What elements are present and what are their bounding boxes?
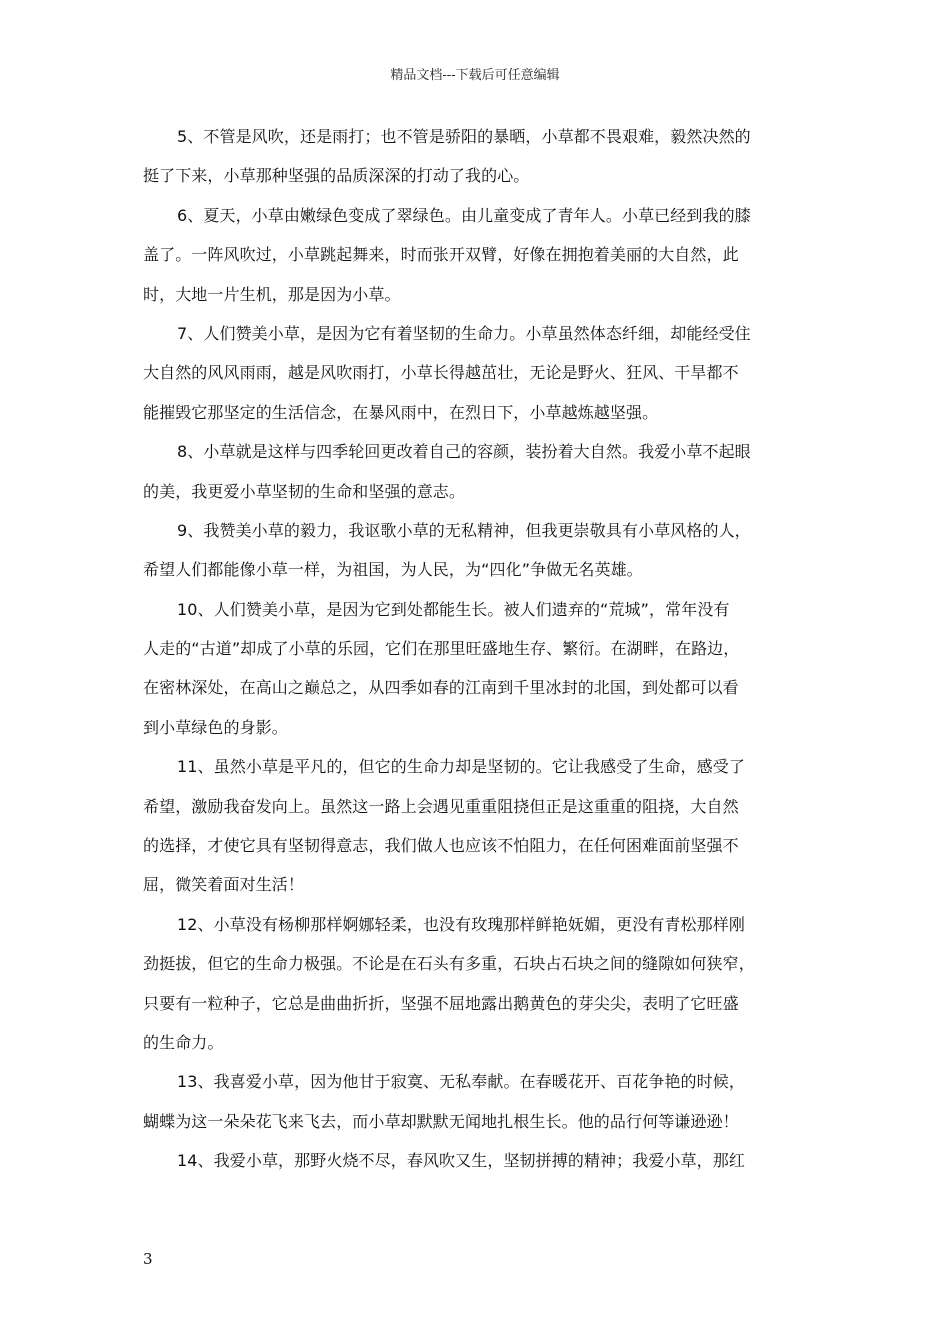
paragraph-line: 的生命力。 xyxy=(143,1032,224,1052)
paragraph xyxy=(143,594,808,752)
paragraph xyxy=(143,751,808,909)
paragraph-line: 7、人们赞美小草，是因为它有着坚韧的生命力。小草虽然体态纤细，却能经受住 xyxy=(177,323,751,343)
paragraph xyxy=(143,318,808,436)
paragraph-line: 屈，微笑着面对生活！ xyxy=(143,875,305,895)
paragraph-line: 人走的“古道”却成了小草的乐园，它们在那里旺盛地生存、繁衍。在湖畔，在路边， xyxy=(143,639,740,659)
paragraph-line: 大自然的风风雨雨，越是风吹雨打，小草长得越茁壮，无论是野火、狂风、干旱都不 xyxy=(143,363,739,383)
paragraph-line: 8、小草就是这样与四季轮回更改着自己的容颜，装扮着大自然。我爱小草不起眼 xyxy=(177,442,751,462)
paragraph-line: 的选择，才使它具有坚韧得意志，我们做人也应该不怕阻力，在任何困难面前坚强不 xyxy=(143,836,739,856)
paragraph xyxy=(143,200,808,318)
paragraph-line: 挺了下来，小草那种坚强的品质深深的打动了我的心。 xyxy=(143,166,530,186)
paragraph-line: 希望人们都能像小草一样，为祖国，为人民，为“四化”争做无名英雄。 xyxy=(143,560,643,580)
document-body xyxy=(143,121,808,1185)
paragraph-line: 11、虽然小草是平凡的，但它的生命力却是坚韧的。它让我感受了生命，感受了 xyxy=(177,757,745,777)
paragraph-line: 10、人们赞美小草，是因为它到处都能生长。被人们遗弃的“荒城”，常年没有 xyxy=(177,599,730,619)
paragraph-line: 9、我赞美小草的毅力，我讴歌小草的无私精神，但我更崇敬具有小草风格的人， xyxy=(177,520,751,540)
paragraph-line: 在密林深处，在高山之巅总之，从四季如春的江南到千里冰封的北国，到处都可以看 xyxy=(143,678,739,698)
paragraph-line: 12、小草没有杨柳那样婀娜轻柔，也没有玫瑰那样鲜艳妩媚，更没有青松那样刚 xyxy=(177,914,745,934)
paragraph xyxy=(143,436,808,515)
paragraph xyxy=(143,1145,808,1184)
paragraph-line: 盖了。一阵风吹过，小草跳起舞来，时而张开双臂，好像在拥抱着美丽的大自然，此 xyxy=(143,245,739,265)
paragraph-line: 希望，激励我奋发向上。虽然这一路上会遇见重重阻挠但正是这重重的阻挠，大自然 xyxy=(143,796,739,816)
paragraph-line: 只要有一粒种子，它总是曲曲折折，坚强不屈地露出鹅黄色的芽尖尖，表明了它旺盛 xyxy=(143,993,739,1013)
paragraph xyxy=(143,515,808,594)
paragraph xyxy=(143,1066,808,1145)
page-number: 3 xyxy=(143,1250,153,1268)
paragraph xyxy=(143,121,808,200)
paragraph-line: 能摧毁它那坚定的生活信念，在暴风雨中，在烈日下，小草越炼越坚强。 xyxy=(143,402,659,422)
page-header: 精品文档---下载后可任意编辑 xyxy=(390,68,560,83)
paragraph xyxy=(143,909,808,1067)
paragraph-line: 14、我爱小草，那野火烧不尽，春风吹又生，坚韧拼搏的精神；我爱小草，那红 xyxy=(177,1151,745,1171)
paragraph-line: 6、夏天，小草由嫩绿色变成了翠绿色。由儿童变成了青年人。小草已经到我的膝 xyxy=(177,205,751,225)
paragraph-line: 的美，我更爱小草坚韧的生命和坚强的意志。 xyxy=(143,481,466,501)
paragraph-line: 到小草绿色的身影。 xyxy=(143,717,288,737)
paragraph-line: 劲挺拔，但它的生命力极强。不论是在石头有多重，石块占石块之间的缝隙如何狭窄， xyxy=(143,954,755,974)
paragraph-line: 13、我喜爱小草，因为他甘于寂寞、无私奉献。在春暖花开、百花争艳的时候， xyxy=(177,1072,745,1092)
paragraph-line: 时，大地一片生机，那是因为小草。 xyxy=(143,284,401,304)
paragraph-line: 蝴蝶为这一朵朵花飞来飞去，而小草却默默无闻地扎根生长。他的品行何等谦逊逊！ xyxy=(143,1111,739,1131)
paragraph-line: 5、不管是风吹，还是雨打；也不管是骄阳的暴晒，小草都不畏艰难，毅然决然的 xyxy=(177,127,751,146)
